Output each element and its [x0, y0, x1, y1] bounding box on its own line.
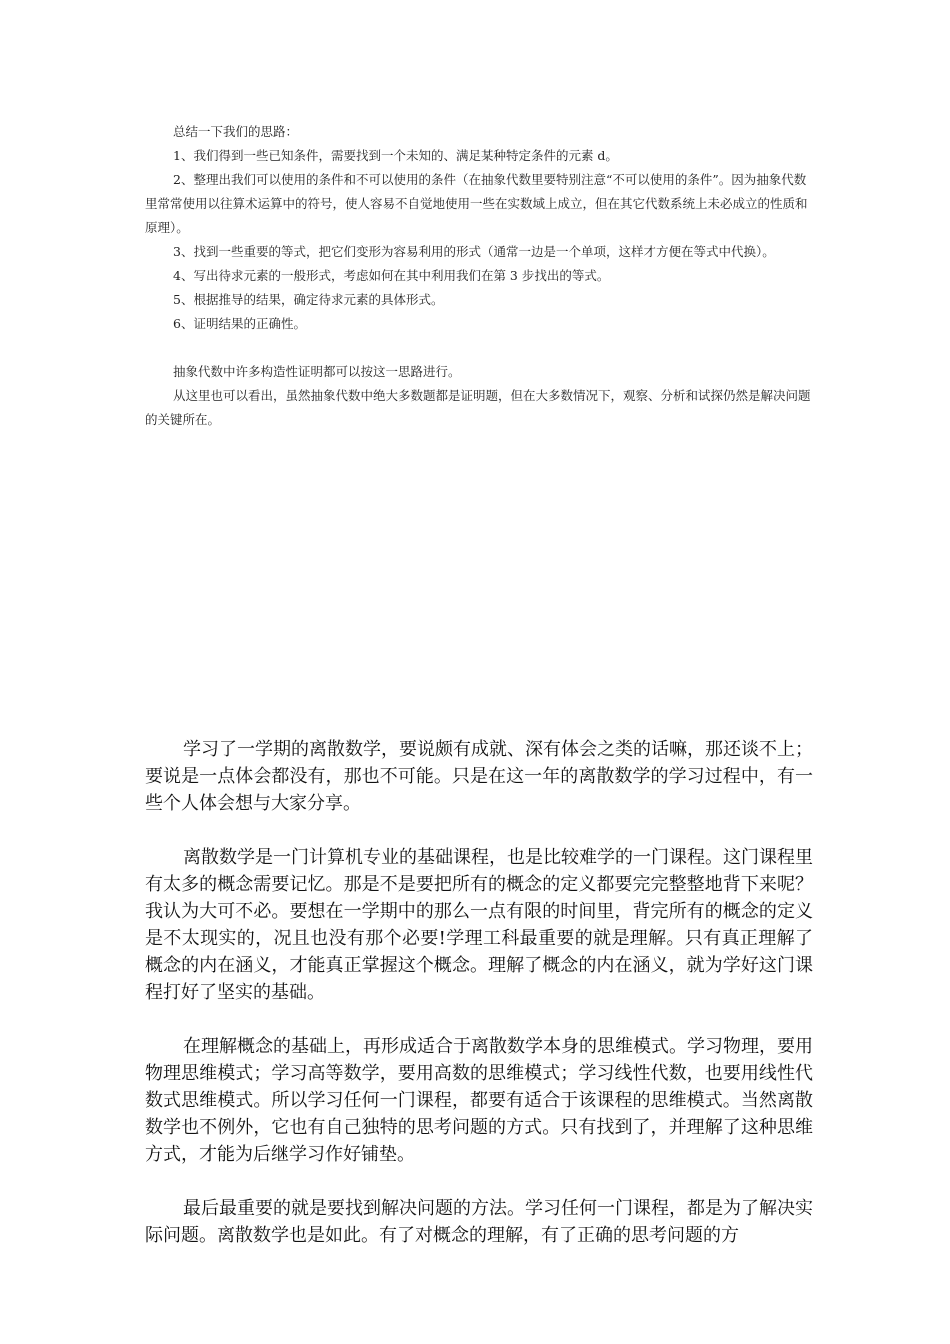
summary-closing: 从这里也可以看出，虽然抽象代数中绝大多数题都是证明题，但在大多数情况下，观察、分析和试探仍然是解决问题的关键所在。 — [145, 388, 811, 427]
blank-line — [145, 336, 815, 360]
summary-step: 2、整理出我们可以使用的条件和不可以使用的条件（在抽象代数里要特别注意“不可以使用的条件”。因为抽象代数里常常使用以往算术运算中的符号，使人容易不自觉地使用一些在实数域上成立，但在其它代数系统上未必成立的性质和原理）。 — [145, 172, 808, 235]
summary-step: 5、根据推导的结果，确定待求元素的具体形式。 — [173, 292, 444, 307]
summary-step: 6、证明结果的正确性。 — [173, 316, 306, 331]
essay-paragraph: 离散数学是一门计算机专业的基础课程，也是比较难学的一门课程。这门课程里有太多的概念需要记忆。那是不是要把所有的概念的定义都要完完整整地背下来呢？我认为大可不必。要想在一学期中的那么一点有限的时间里，背完所有的概念的定义是不太现实的，况且也没有那个必要!学理工科最重要的就是理解。只有真正理解了概念的内在涵义，才能真正掌握这个概念。理解了概念的内在涵义，就为学好这门课程打好了坚实的基础。 — [145, 847, 813, 1003]
summary-heading: 总结一下我们的思路： — [173, 124, 299, 139]
essay-paragraph: 学习了一学期的离散数学，要说颇有成就、深有体会之类的话嘛，那还谈不上；要说是一点体会都没有，那也不可能。只是在这一年的离散数学的学习过程中，有一些个人体会想与大家分享。 — [145, 739, 813, 814]
proof-strategy-summary — [145, 120, 815, 432]
summary-step: 1、我们得到一些已知条件，需要找到一个未知的、满足某种特定条件的元素 d。 — [173, 148, 618, 163]
summary-closing: 抽象代数中许多构造性证明都可以按这一思路进行。 — [173, 364, 461, 379]
essay-paragraph: 最后最重要的就是要找到解决问题的方法。学习任何一门课程，都是为了解决实际问题。离散数学也是如此。有了对概念的理解，有了正确的思考问题的方 — [145, 1198, 813, 1246]
summary-step: 4、写出待求元素的一般形式，考虑如何在其中利用我们在第 3 步找出的等式。 — [173, 268, 610, 283]
discrete-math-essay — [145, 736, 813, 1249]
essay-paragraph: 在理解概念的基础上，再形成适合于离散数学本身的思维模式。学习物理，要用物理思维模式；学习高等数学，要用高数的思维模式；学习线性代数，也要用线性代数式思维模式。所以学习任何一门课程，都要有适合于该课程的思维模式。当然离散数学也不例外，它也有自己独特的思考问题的方式。只有找到了，并理解了这种思维方式，才能为后继学习作好铺垫。 — [145, 1036, 813, 1165]
summary-step: 3、找到一些重要的等式，把它们变形为容易利用的形式（通常一边是一个单项，这样才方便在等式中代换）。 — [173, 244, 775, 259]
